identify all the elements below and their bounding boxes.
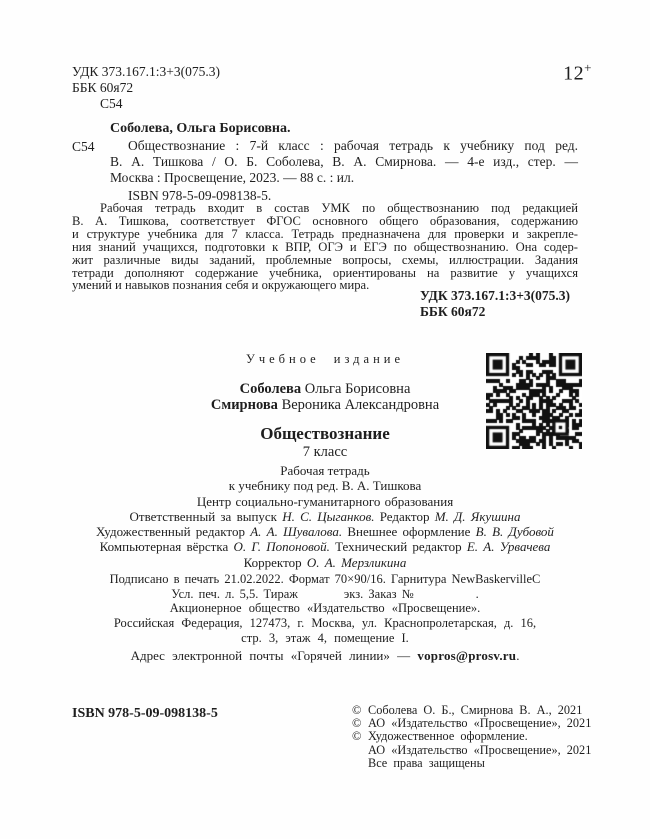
edition-block — [72, 352, 578, 663]
copyright-line: Все права защищены — [352, 757, 591, 770]
annotation-line: тетради дополняют содержание учебника, ориентированы на развитие у учащихся — [72, 265, 578, 280]
author-1 — [72, 381, 578, 397]
copyright-line: АО «Издательство «Просвещение», 2021 — [352, 744, 591, 757]
footer-isbn: ISBN 978-5-09-098138-5 — [72, 706, 218, 721]
classification-block — [72, 64, 372, 112]
classification-repeat-block — [420, 288, 570, 319]
copyright-symbol: © — [352, 703, 362, 717]
author-sign: С54 — [100, 96, 123, 111]
biblio-record-paragraph — [110, 138, 578, 186]
editor-name: Н. С. Цыганков. — [282, 509, 375, 524]
editor-name: Е. А. Урвачева — [466, 539, 551, 555]
copyright-line: © Художественное оформление. — [352, 729, 528, 744]
hotline-email-line: Адрес электронной почты «Горячей линии» — vopros@prosv.ru. — [130, 647, 520, 663]
copyright-symbol: © — [352, 716, 362, 731]
biblio-author-heading: Соболева, Ольга Борисовна. — [110, 121, 291, 136]
copyright-line: © Соболева О. Б., Смирнова В. А., 2021 — [352, 703, 583, 717]
publisher-line-2: Российская Федерация, 127473, г. Москва, ул. Краснопролетарская, д. 16, — [113, 615, 537, 630]
grade-line: 7 класс — [302, 444, 348, 460]
imprint-line-2: Усл. печ. л. 5,5. Тираж экз. Заказ № . — [171, 586, 479, 601]
annotation-paragraph — [72, 202, 578, 292]
credits-line-3: Компьютерная вёрстка О. Г. Попоновой. Технический редактор Е. А. Урвачева — [99, 539, 551, 555]
annotation-line: Рабочая тетрадь входит в состав УМК по обществознанию под редакцией — [100, 201, 578, 215]
author-1-name: Ольга Борисовна — [301, 381, 411, 397]
age-rating-plus: + — [584, 60, 592, 75]
udk-repeat-line: УДК 373.167.1:3+3(075.3) — [420, 288, 571, 303]
book-title: Обществознание — [260, 424, 390, 443]
annotation-line: жит различные виды заданий, проблемные вопросы, схемы, иллюстрации. Задания — [72, 252, 578, 267]
biblio-margin-sign: С54 — [72, 139, 95, 154]
subtitle-line-1: Рабочая тетрадь — [280, 463, 370, 478]
annotation-line: ния знаний учащихся, подготовки к ВПР, ОГЭ и ЕГЭ по обществознанию. Она содер- — [72, 239, 578, 254]
author-2-surname: Смирнова — [210, 397, 278, 413]
edition-kind: Учебное издание — [245, 352, 405, 366]
editor-name: О. Г. Попоновой. — [233, 539, 330, 555]
imprint-line-1: Подписано в печать 21.02.2022. Формат 70×90/16. Гарнитура NewBaskervilleC — [109, 571, 541, 586]
publisher-line-1: Акционерное общество «Издательство «Просвещение». — [169, 600, 481, 615]
copyright-symbol: © — [352, 729, 362, 744]
age-rating-number: 12 — [563, 62, 585, 85]
credits-line-1: Ответственный за выпуск Н. С. Цыганков. Редактор М. Д. Якушина — [129, 509, 521, 524]
age-rating-badge — [563, 60, 592, 86]
editor-name: В. В. Дубовой — [475, 524, 554, 540]
record-line: Обществознание : 7-й класс : рабочая тетрадь к учебнику под ред. — [128, 138, 578, 153]
copyright-symbol — [352, 744, 368, 757]
publisher-line-3: стр. 3, этаж 4, помещение I. — [241, 630, 409, 645]
editor-name: М. Д. Якушина — [434, 509, 521, 524]
credits-line-4: Корректор О. А. Мерзликина — [243, 554, 407, 570]
isbn-line: ISBN 978-5-09-098138-5. — [128, 188, 272, 203]
subtitle-line-2: к учебнику под ред. В. А. Тишкова — [228, 478, 422, 493]
annotation-line: и структуре учебника для 7 класса. Тетрадь предназначена для проверки и закрепле- — [72, 226, 578, 241]
bbk-line: ББК 60я72 — [72, 80, 134, 95]
annotation-line: В. А. Тишкова, соответствует ФГОС основного общего образования, содержанию — [72, 213, 578, 228]
record-line: В. А. Тишкова / О. Б. Соболева, В. А. Смирнова. — 4-е изд., стер. — — [110, 154, 578, 169]
author-2 — [72, 397, 578, 413]
author-1-surname: Соболева — [239, 381, 302, 397]
department-name: Центр социально-гуманитарного образования — [196, 494, 454, 509]
record-line: Москва : Просвещение, 2023. — 88 с. : ил. — [110, 170, 355, 185]
editor-name: А. А. Шувалова. — [250, 524, 343, 540]
editor-name: О. А. Мерзликина — [306, 554, 407, 570]
credits-line-2: Художественный редактор А. А. Шувалова. Внешнее оформление В. В. Дубовой — [96, 524, 554, 540]
bbk-repeat-line: ББК 60я72 — [420, 303, 486, 319]
author-2-name: Вероника Александровна — [277, 397, 440, 413]
bibliographic-record — [72, 121, 578, 204]
email-address: vopros@prosv.ru — [417, 647, 517, 663]
annotation-line: умений и навыков познания себя и окружающего мира. — [72, 278, 370, 293]
udk-line: УДК 373.167.1:3+3(075.3) — [72, 64, 221, 79]
copyright-symbol — [352, 757, 368, 770]
copyright-line: © АО «Издательство «Просвещение», 2021 — [352, 716, 592, 731]
copyright-block — [352, 704, 591, 770]
